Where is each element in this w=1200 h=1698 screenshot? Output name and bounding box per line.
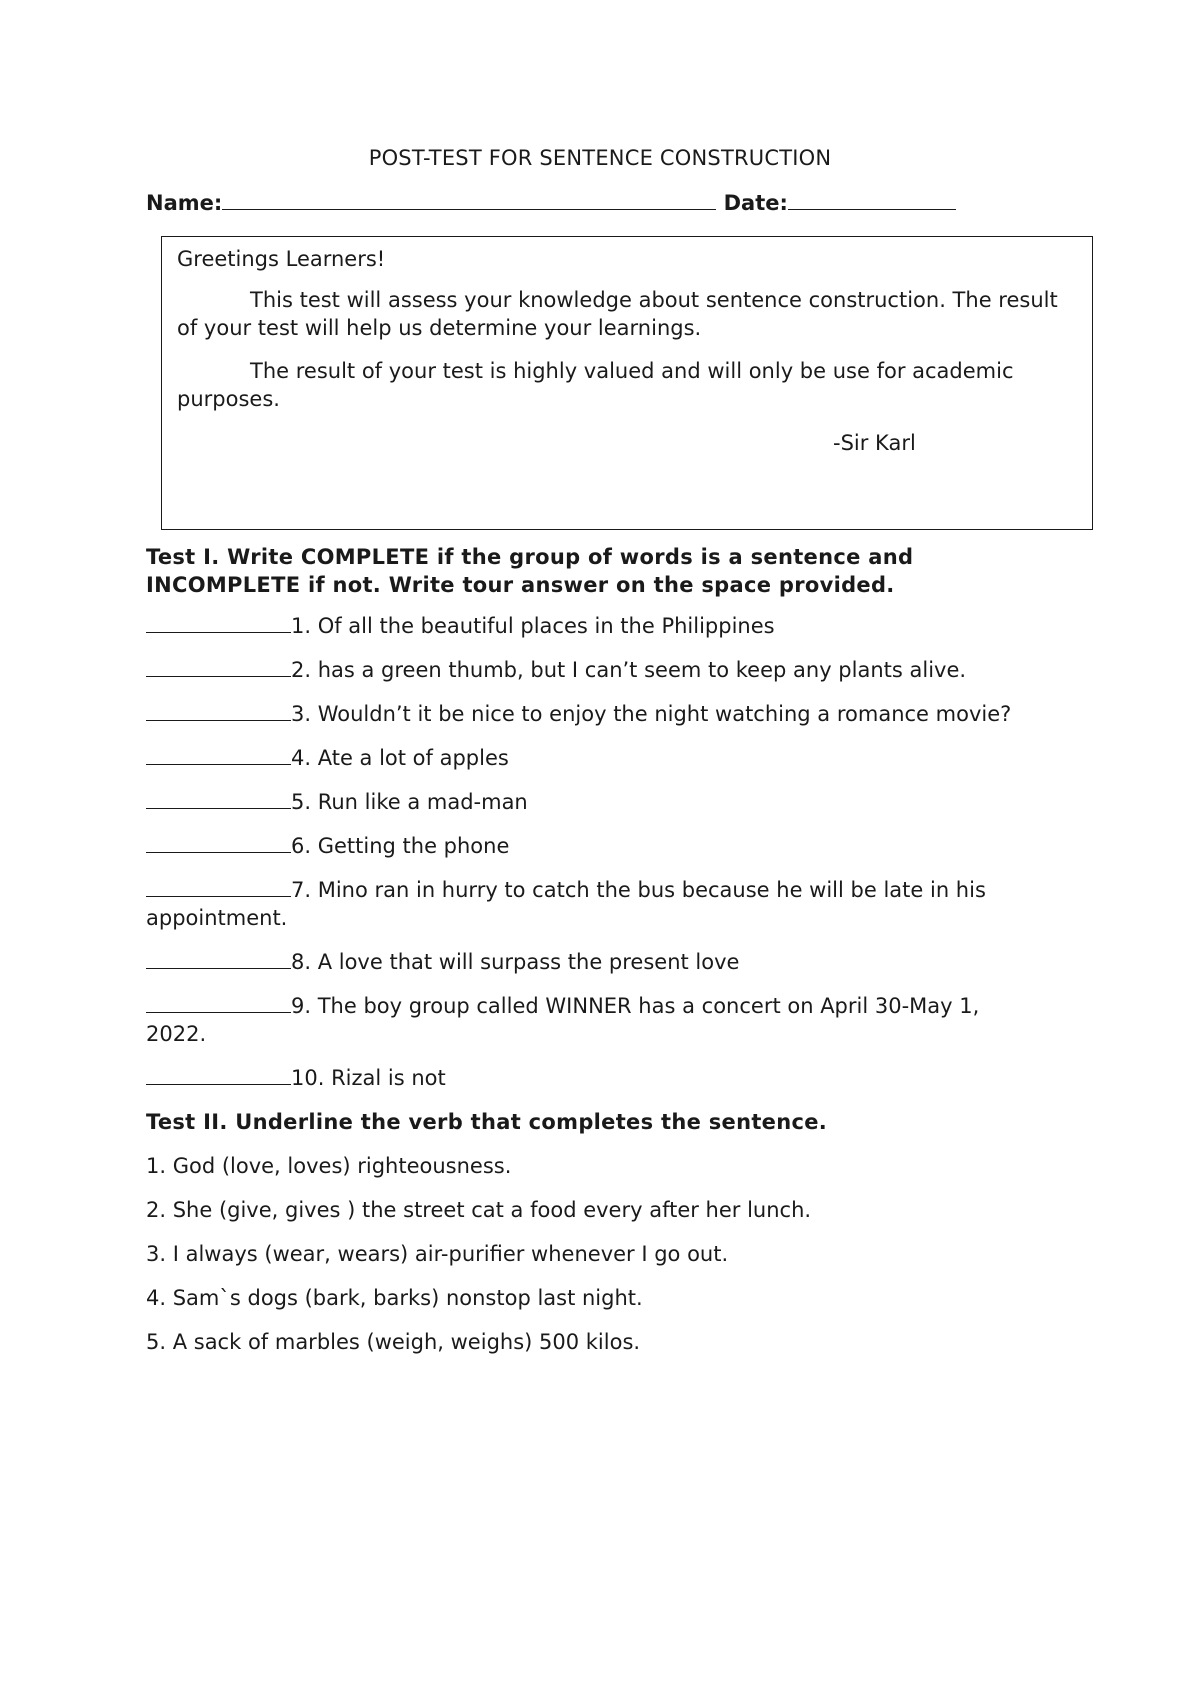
test2-item: 2. She (give, gives ) the street cat a food every after her lunch. [146,1198,812,1222]
name-blank[interactable] [222,189,716,210]
test1-heading: Test I. Write COMPLETE if the group of words is a sentence and INCOMPLETE if not. Write tour answer on the space provided. [146,545,914,597]
test2-item: 5. A sack of marbles (weigh, weighs) 500 kilos. [146,1330,641,1354]
greeting-paragraph-1: This test will assess your knowledge about sentence construction. The result of your test will help us determine your learnings. [177,288,1058,340]
greeting-salutation: Greetings Learners! [177,247,386,271]
test1-item [146,612,1046,640]
test1-item [146,876,1046,932]
answer-blank[interactable] [146,744,291,765]
test1-item-text: 9. The boy group called WINNER has a concert on April 30-May 1, 2022. [146,994,980,1046]
test1-item [146,992,1046,1048]
test1-item [146,700,1046,728]
test2-item: 1. God (love, loves) righteousness. [146,1154,512,1178]
answer-blank[interactable] [146,700,291,721]
test1-item-text: 2. has a green thumb, but I can’t seem to keep any plants alive. [291,658,967,682]
test1-item [146,656,1046,684]
test2-item: 4. Sam`s dogs (bark, barks) nonstop last night. [146,1286,643,1310]
answer-blank[interactable] [146,992,291,1013]
test1-item [146,788,1046,816]
test1-item [146,744,1046,772]
greeting-paragraph-2: The result of your test is highly valued and will only be use for academic purposes. [177,359,1014,411]
test1-item-text: 3. Wouldn’t it be nice to enjoy the night watching a romance movie? [291,702,1012,726]
date-label: Date: [723,191,788,215]
greeting-box [161,236,1093,530]
name-date-row [146,189,956,215]
answer-blank[interactable] [146,832,291,853]
test2-item: 3. I always (wear, wears) air-purifier whenever I go out. [146,1242,729,1266]
test1-item-text: 4. Ate a lot of apples [291,746,509,770]
name-label: Name: [146,191,223,215]
date-blank[interactable] [788,189,956,210]
test1-item-text: 1. Of all the beautiful places in the Philippines [291,614,775,638]
test1-item-text: 6. Getting the phone [291,834,510,858]
test1-item-text: 8. A love that will surpass the present love [291,950,740,974]
answer-blank[interactable] [146,948,291,969]
answer-blank[interactable] [146,612,291,633]
answer-blank[interactable] [146,788,291,809]
answer-blank[interactable] [146,656,291,677]
test1-item [146,832,1046,860]
test1-item [146,1064,1046,1092]
greeting-signature: -Sir Karl [833,431,916,455]
test1-item-text: 10. Rizal is not [291,1066,446,1090]
page-title: POST-TEST FOR SENTENCE CONSTRUCTION [368,146,832,170]
answer-blank[interactable] [146,876,291,897]
test1-item-text: 7. Mino ran in hurry to catch the bus because he will be late in his appointment. [146,878,986,930]
test1-item-text: 5. Run like a mad-man [291,790,528,814]
answer-blank[interactable] [146,1064,291,1085]
test1-item [146,948,1046,976]
test2-heading: Test II. Underline the verb that completes the sentence. [146,1110,828,1134]
